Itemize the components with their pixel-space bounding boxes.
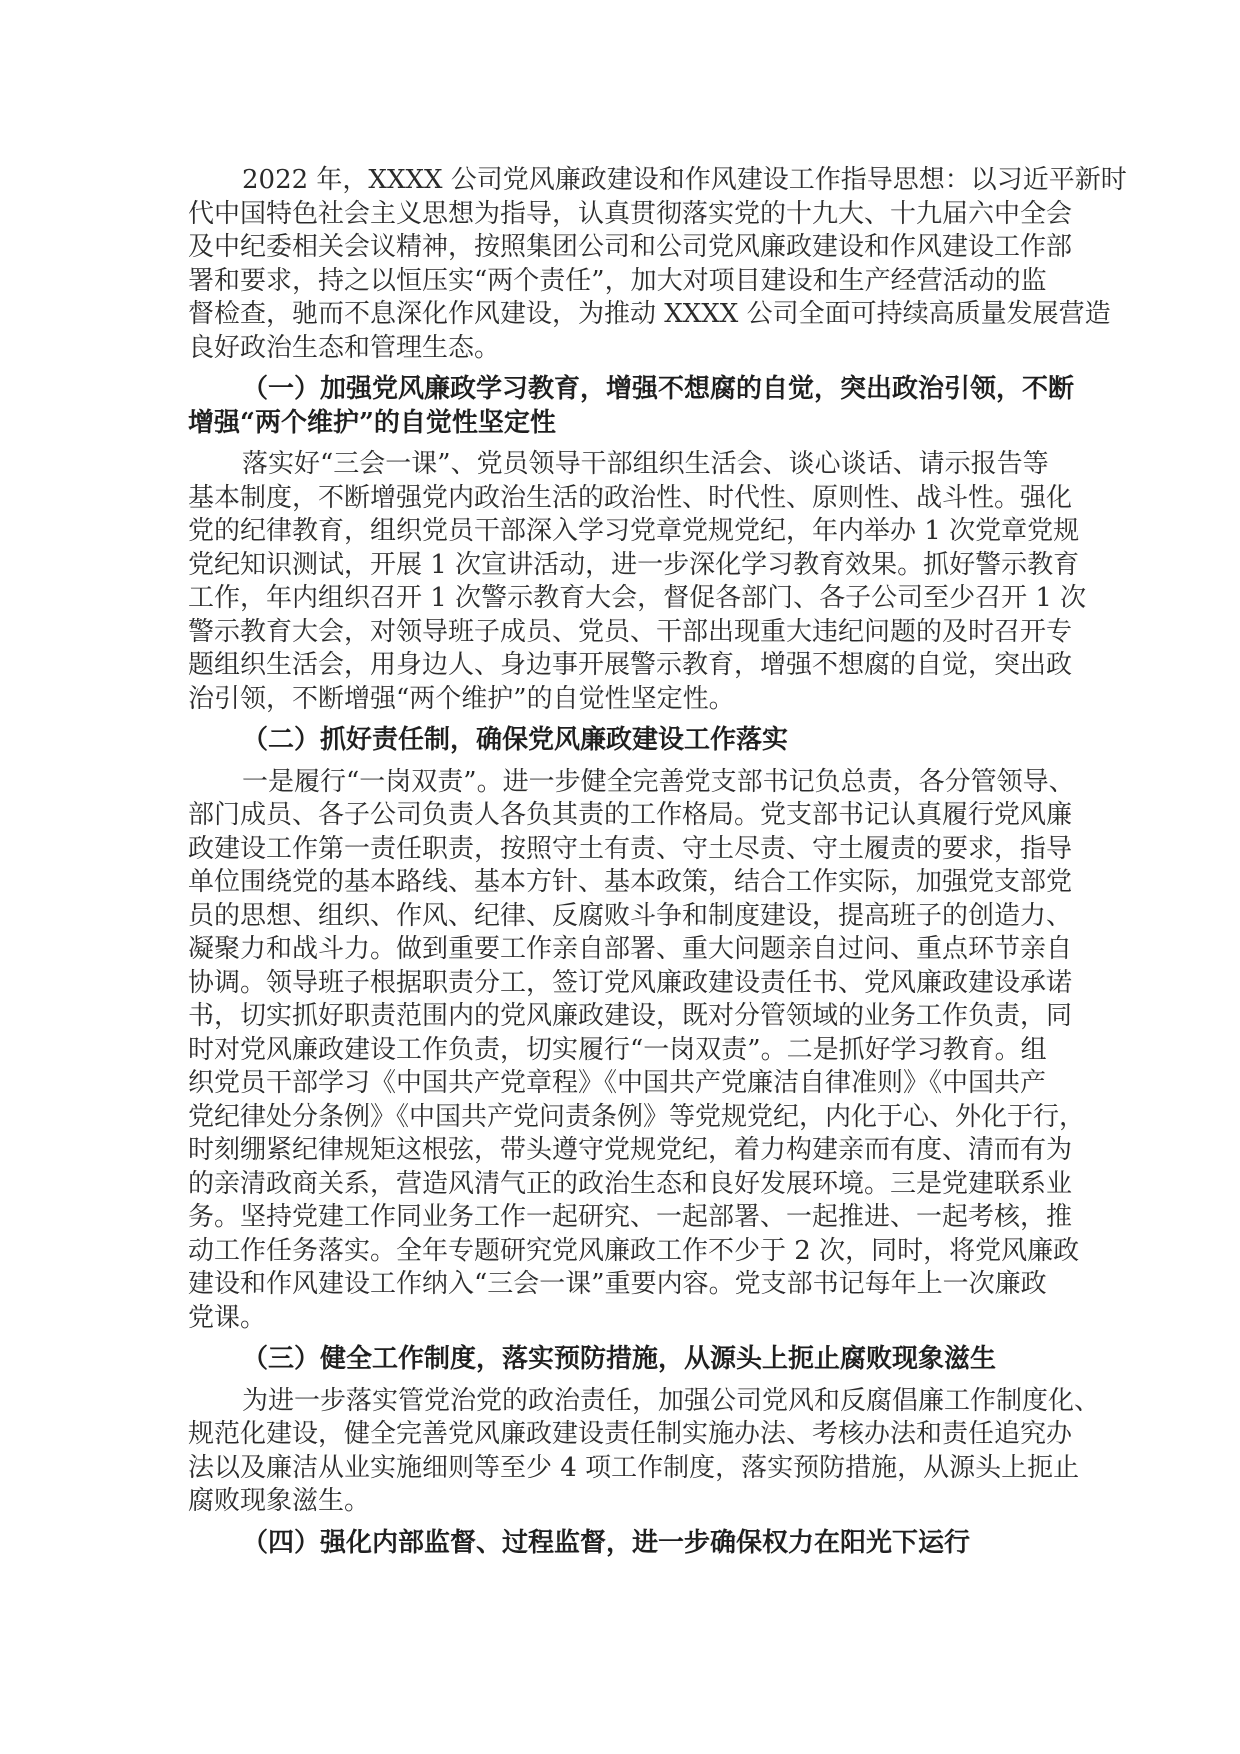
text-line: 规范化建设，健全完善党风廉政建设责任制实施办法、考核办法和责任追究办: [188, 1419, 1073, 1449]
body-paragraph: [188, 164, 1127, 365]
section-heading: [188, 1527, 1043, 1561]
body-paragraph: [188, 766, 1086, 1336]
text-line: 部门成员、各子公司负责人各负其责的工作格局。党支部书记认真履行党风廉: [188, 800, 1073, 830]
text-line: 的亲清政商关系，营造风清气正的政治生态和良好发展环境。三是党建联系业: [188, 1168, 1073, 1199]
text-line: 为进一步落实管党治党的政治责任，加强公司党风和反腐倡廉工作制度化、: [242, 1385, 1101, 1416]
body-paragraph: [188, 448, 1087, 716]
text-line: 动工作任务落实。全年专题研究党风廉政工作不少于 2 次，同时，将党风廉政: [188, 1235, 1080, 1266]
heading-line: （一）加强党风廉政学习教育，增强不想腐的自觉，突出政治引领，不断: [242, 374, 1075, 404]
text-line: 警示教育大会，对领导班子成员、党员、干部出现重大违纪问题的及时召开专: [188, 616, 1073, 647]
text-line: 织党员干部学习《中国共产党章程》《中国共产党廉洁自律准则》《中国共产: [188, 1068, 1047, 1098]
text-line: 2022 年，XXXX 公司党风廉政建设和作风建设工作指导思想：以习近平新时: [242, 165, 1127, 195]
text-line: 党纪律处分条例》《中国共产党问责条例》等党规党纪，内化于心、外化于行，: [188, 1101, 1086, 1132]
section-heading: [188, 1343, 1043, 1377]
text-line: 党的纪律教育，组织党员干部深入学习党章党规党纪，年内举办 1 次党章党规: [188, 516, 1080, 546]
text-line: 署和要求，持之以恒压实“两个责任”，加大对项目建设和生产经营活动的监: [188, 265, 1047, 296]
text-line: 协调。领导班子根据职责分工，签订党风廉政建设责任书、党风廉政建设承诺: [188, 967, 1073, 998]
text-line: 落实好“三会一课”、党员领导干部组织生活会、谈心谈话、请示报告等: [242, 449, 1049, 479]
text-line: 凝聚力和战斗力。做到重要工作亲自部署、重大问题亲自过问、重点环节亲自: [188, 934, 1073, 964]
section-heading: [188, 373, 1075, 440]
text-line: 党课。: [188, 1302, 267, 1333]
text-line: 题组织生活会，用身边人、身边事开展警示教育，增强不想腐的自觉，突出政: [188, 650, 1073, 680]
text-line: 腐败现象滋生。: [188, 1486, 371, 1516]
text-line: 政建设工作第一责任职责，按照守土有责、守土尽责、守土履责的要求，指导: [188, 833, 1073, 864]
text-line: 党纪知识测试，开展 1 次宣讲活动，进一步深化学习教育效果。抓好警示教育: [188, 549, 1080, 580]
heading-line: （四）强化内部监督、过程监督，进一步确保权力在阳光下运行: [242, 1527, 971, 1558]
section-heading: [188, 724, 1043, 758]
heading-line: （三）健全工作制度，落实预防措施，从源头上扼止腐败现象滋生: [242, 1344, 997, 1374]
text-line: 治引领，不断增强“两个维护”的自觉性坚定性。: [188, 683, 735, 714]
text-line: 及中纪委相关会议精神，按照集团公司和公司党风廉政建设和作风建设工作部: [188, 232, 1073, 262]
text-line: 时刻绷紧纪律规矩这根弦，带头遵守党规党纪，着力构建亲而有度、清而有为: [188, 1135, 1073, 1165]
text-line: 工作，年内组织召开 1 次警示教育大会，督促各部门、各子公司至少召开 1 次: [188, 583, 1087, 613]
text-line: 建设和作风建设工作纳入“三会一课”重要内容。党支部书记每年上一次廉政: [188, 1269, 1047, 1299]
text-line: 书，切实抓好职责范围内的党风廉政建设，既对分管领域的业务工作负责，同: [188, 1001, 1073, 1031]
text-line: 务。坚持党建工作同业务工作一起研究、一起部署、一起推进、一起考核，推: [188, 1202, 1073, 1232]
text-line: 良好政治生态和管理生态。: [188, 332, 501, 363]
document-body: [188, 164, 1127, 1568]
body-paragraph: [188, 1385, 1101, 1519]
heading-line: 增强“两个维护”的自觉性坚定性: [188, 407, 556, 438]
heading-line: （二）抓好责任制，确保党风廉政建设工作落实: [242, 725, 789, 755]
text-line: 法以及廉洁从业实施细则等至少 4 项工作制度，落实预防措施，从源头上扼止: [188, 1452, 1080, 1483]
text-line: 代中国特色社会主义思想为指导，认真贯彻落实党的十九大、十九届六中全会: [188, 198, 1073, 229]
text-line: 一是履行“一岗双责”。进一步健全完善党支部书记负总责，各分管领导、: [242, 766, 1075, 797]
text-line: 单位围绕党的基本路线、基本方针、基本政策，结合工作实际，加强党支部党: [188, 867, 1073, 897]
text-line: 基本制度，不断增强党内政治生活的政治性、时代性、原则性、战斗性。强化: [188, 482, 1073, 513]
text-line: 员的思想、组织、作风、纪律、反腐败斗争和制度建设，提高班子的创造力、: [188, 900, 1073, 931]
text-line: 时对党风廉政建设工作负责，切实履行“一岗双责”。二是抓好学习教育。组: [188, 1034, 1047, 1065]
text-line: 督检查，驰而不息深化作风建设，为推动 XXXX 公司全面可持续高质量发展营造: [188, 299, 1111, 329]
